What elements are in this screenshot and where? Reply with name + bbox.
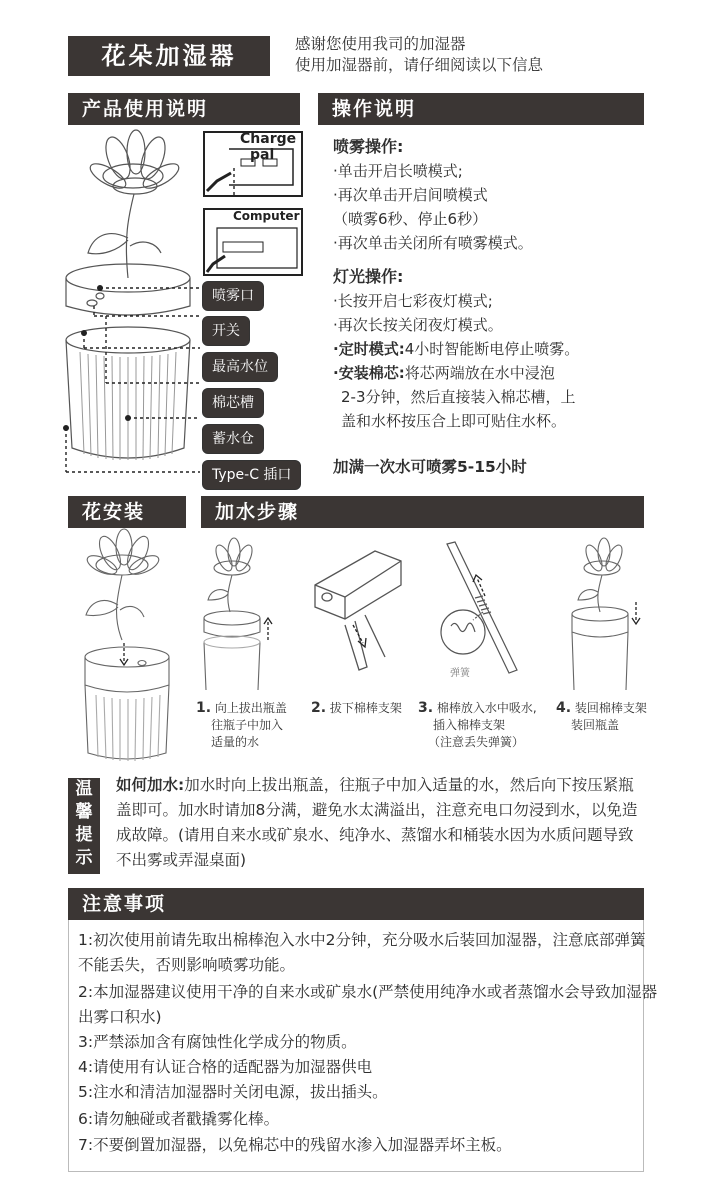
- label-typec-port: Type-C 插口: [202, 460, 301, 490]
- warm-tips-text: 如何加水:加水时向上拔出瓶盖，往瓶子中加入适量的水，然后向下按压紧瓶盖即可。加水时请加8分满，避免水太满溢出，注意充电口勿浸到水，以免造成故障。(请用自来水或矿泉水、纯净水、蒸馏水和桶装水因为水质问题导致不出雾或弄湿桌面): [116, 776, 638, 869]
- section-water-steps: 加水步骤: [201, 496, 644, 528]
- note-2: 2:本加湿器建议使用干净的自来水或矿泉水(严禁使用纯净水或者蒸馏水会导致加湿器出雾口积水): [78, 983, 658, 1026]
- note-5: 5:注水和清洁加湿器时关闭电源，拔出插头。: [78, 1083, 388, 1101]
- note-4: 4:请使用有认证合格的适配器为加湿器供电: [78, 1058, 373, 1076]
- label-wick-slot: 棉芯槽: [202, 388, 264, 418]
- intro-line-2: 使用加湿器前，请仔细阅读以下信息: [295, 56, 544, 74]
- page-title: 花朵加湿器: [68, 36, 270, 76]
- section-notes: 注意事项: [68, 888, 644, 920]
- section-usage: 产品使用说明: [68, 93, 300, 125]
- step2-illustration: [305, 545, 415, 685]
- warm-tips-badge: 温 馨 提 示: [68, 778, 100, 874]
- intro-text: [295, 34, 543, 76]
- note-7: 7:不要倒置加湿器，以免棉芯中的残留水渗入加湿器弄坏主板。: [78, 1136, 512, 1154]
- full-water-note: 加满一次水可喷雾5-15小时: [333, 458, 527, 476]
- label-water-tank: 蓄水仓: [202, 424, 264, 454]
- step4-caption: 4. 装回棉棒支架 装回瓶盖: [556, 700, 647, 732]
- spray-operation: 喷雾操作: ·单击开启长喷模式; ·再次单击开启间喷模式 （喷雾6秒、停止6秒） ·再次单击关闭所有喷雾模式。: [333, 137, 533, 252]
- note-6: 6:请勿触碰或者戳撬雾化棒。: [78, 1110, 280, 1128]
- section-operation: 操作说明: [318, 93, 644, 125]
- step1-illustration: [198, 540, 278, 690]
- step3-caption: 3. 棉棒放入水中吸水, 插入棉棒支架 （注意丢失弹簧）: [418, 700, 537, 749]
- flower-install-illustration: [72, 535, 182, 765]
- computer-label: Computer: [233, 209, 300, 223]
- flower-illustration: [87, 130, 183, 278]
- step2-caption: 2. 拔下棉棒支架: [311, 700, 402, 716]
- light-operation: 灯光操作: ·长按开启七彩夜灯模式; ·再次长按关闭夜灯模式。 ·定时模式:4小时智能断电停止喷雾。 ·安装棉芯:将芯两端放在水中浸泡 2-3分钟，然后直接装入棉芯槽，上 盖和水杯按压合上即可贴住水杯。: [333, 267, 580, 430]
- charge-pal-label: Charge pal: [240, 131, 297, 163]
- intro-line-1: 感谢您使用我司的加湿器: [295, 35, 466, 53]
- label-max-water-level: 最高水位: [202, 352, 278, 382]
- section-flower-install: 花安装: [68, 496, 186, 528]
- label-spray-outlet: 喷雾口: [202, 281, 264, 311]
- spring-label: 弹簧: [450, 668, 470, 679]
- note-1: 1:初次使用前请先取出棉棒泡入水中2分钟，充分吸水后装回加湿器，注意底部弹簧不能丢失，否则影响喷雾功能。: [78, 931, 646, 974]
- step3-illustration: [425, 540, 535, 680]
- label-switch: 开关: [202, 316, 250, 346]
- note-3: 3:严禁添加含有腐蚀性化学成分的物质。: [78, 1033, 357, 1051]
- step1-caption: 1. 向上拔出瓶盖 往瓶子中加入 适量的水: [196, 700, 287, 749]
- step4-illustration: [566, 540, 646, 690]
